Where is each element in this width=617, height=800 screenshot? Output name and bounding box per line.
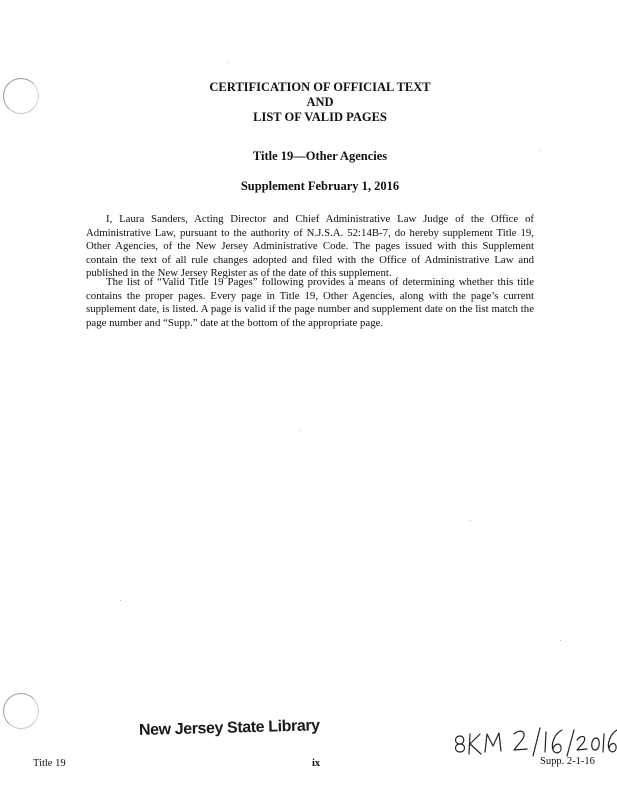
heading-list-of-valid-pages: LIST OF VALID PAGES [253,110,387,124]
valid-pages-paragraph: The list of “Valid Title 19 Pages” following provides a means of determining whether this title contains the proper pages. Every page in Title 19, Other Agencies, along with the page’s current supplement date, is listed. A page is valid if the page number and supplement date on the list match the page number and “Supp.” date at the bottom of the appropriate page. [86,276,534,329]
heading-and: AND [306,95,334,109]
scan-speck [470,520,471,521]
library-stamp: New Jersey State Library [138,717,320,739]
footer-supplement-date: Supp. 2-1-16 [540,756,595,767]
footer-title: Title 19 [33,758,66,769]
heading-certification: CERTIFICATION OF OFFICIAL TEXT [209,80,431,94]
footer-page-number: ix [312,758,321,769]
scan-speck [540,150,541,151]
scan-speck [560,640,561,641]
punch-hole-top [3,78,39,114]
supplement-heading: Supplement February 1, 2016 [240,179,400,193]
scan-speck [120,600,121,601]
punch-hole-bottom [3,693,39,729]
scan-speck [300,430,301,431]
title-heading: Title 19—Other Agencies [252,149,388,163]
scan-speck [228,62,229,63]
certification-paragraph: I, Laura Sanders, Acting Director and Chief Administrative Law Judge of the Office of Administrative Law, pursuant to the authority of N.J.S.A. 52:14B-7, do hereby supplement Title 19, Other Agencies, of the New Jersey Administrative Code. The pages issued with this Supplement contain the text of all rule changes adopted and filed with the Office of Administrative Law and published in the New Jersey Register as of the date of this supplement. [86,213,534,279]
